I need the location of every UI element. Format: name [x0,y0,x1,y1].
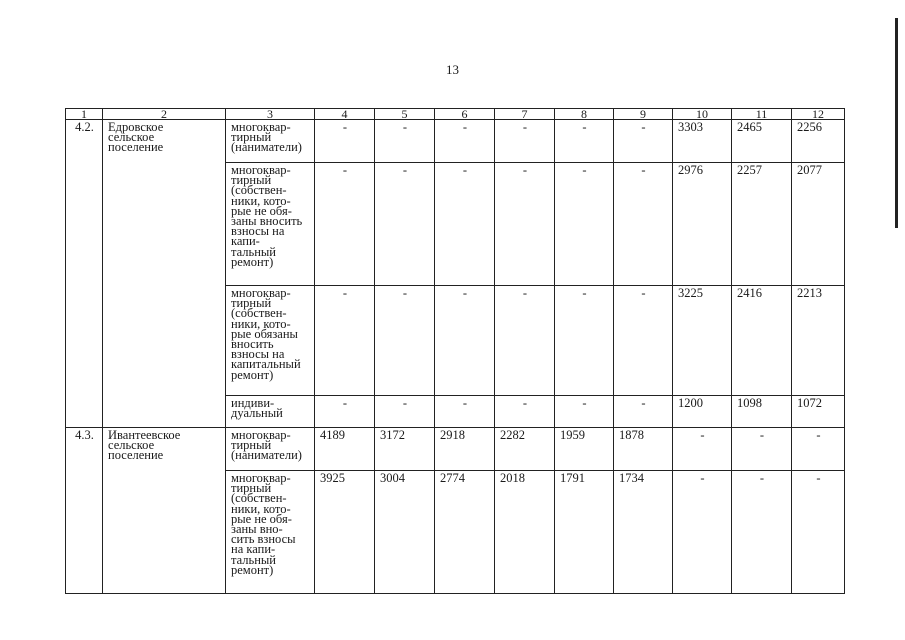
value-cell: 3004 [375,471,435,594]
value-cell: - [315,120,375,163]
housing-type-line: тирный [231,481,272,496]
housing-type-line: капитальный [231,357,301,372]
value-cell: 1878 [614,428,673,471]
value-cell: 2282 [495,428,555,471]
value-cell: 2213 [792,286,845,396]
tariff-table [65,108,845,594]
settlement-name [103,120,226,428]
housing-type-line: дуальный [231,406,283,421]
housing-type-line: многоквар- [231,471,291,485]
housing-type-line: рые не обя- [231,511,292,526]
table-row [66,428,845,471]
value-cell: - [495,163,555,286]
housing-type-line: тирный [231,130,272,145]
value-cell: 3172 [375,428,435,471]
value-cell: - [315,396,375,428]
settlement-name-line: поселение [108,448,164,463]
value-cell: 1072 [792,396,845,428]
value-cell: - [375,163,435,286]
housing-type-line: вносить [231,337,274,352]
value-cell: - [614,120,673,163]
settlement-name-line: поселение [108,140,164,155]
column-number: 12 [792,109,845,120]
housing-type [226,396,315,428]
value-cell: - [555,286,614,396]
scan-edge-line [895,18,898,228]
value-cell: 1959 [555,428,614,471]
value-cell: - [315,163,375,286]
housing-type-line: тальный [231,244,276,259]
value-cell: - [792,428,845,471]
column-number: 7 [495,109,555,120]
value-cell: 2077 [792,163,845,286]
value-cell: 2465 [732,120,792,163]
housing-type-line: многоквар- [231,428,291,442]
value-cell: - [732,471,792,594]
settlement-name-line: сельское [108,130,155,145]
housing-type-line: рые не обя- [231,203,292,218]
settlement-name-line: Едровское [108,120,164,134]
value-cell: 3925 [315,471,375,594]
value-cell: - [375,286,435,396]
value-cell: - [435,396,495,428]
value-cell: - [495,286,555,396]
column-number: 1 [66,109,103,120]
column-number: 5 [375,109,435,120]
housing-type-line: (собствен- [231,306,287,321]
value-cell: - [673,428,732,471]
housing-type [226,471,315,594]
value-cell: 1791 [555,471,614,594]
housing-type-line: (наниматели) [231,448,302,463]
table-row [66,120,845,163]
value-cell: 1734 [614,471,673,594]
column-number: 8 [555,109,614,120]
value-cell: 3303 [673,120,732,163]
column-number: 10 [673,109,732,120]
housing-type-line: ремонт) [231,367,274,382]
housing-type-line: на капи- [231,542,276,557]
housing-type [226,428,315,471]
housing-type-line: многоквар- [231,286,291,300]
settlement-name-line: сельское [108,438,155,453]
housing-type [226,286,315,396]
column-number: 4 [315,109,375,120]
value-cell: 1200 [673,396,732,428]
housing-type-line: многоквар- [231,163,291,177]
value-cell: - [435,286,495,396]
housing-type-line: заны вно- [231,522,283,537]
value-cell: - [315,286,375,396]
value-cell: - [555,163,614,286]
value-cell: - [792,471,845,594]
value-cell: 4189 [315,428,375,471]
housing-type [226,120,315,163]
value-cell: 2774 [435,471,495,594]
value-cell: - [673,471,732,594]
housing-type-line: тальный [231,552,276,567]
value-cell: - [375,120,435,163]
housing-type-line: ники, кото- [231,316,291,331]
column-number: 6 [435,109,495,120]
value-cell: - [555,120,614,163]
value-cell: - [614,163,673,286]
column-number: 9 [614,109,673,120]
housing-type-line: капи- [231,234,260,249]
value-cell: - [495,396,555,428]
header-row [66,109,845,120]
housing-type-line: взносы на [231,347,285,362]
housing-type-line: ники, кото- [231,193,291,208]
page-number: 13 [446,62,459,77]
housing-type-line: тирный [231,296,272,311]
value-cell: 2416 [732,286,792,396]
housing-type-line: взносы на [231,224,285,239]
value-cell: - [555,396,614,428]
housing-type-line: ники, кото- [231,501,291,516]
value-cell: - [732,428,792,471]
housing-type-line: рые обязаны [231,326,298,341]
housing-type-line: (собствен- [231,183,287,198]
housing-type-line: сить взносы [231,532,296,547]
housing-type-line: многоквар- [231,120,291,134]
value-cell: - [435,163,495,286]
column-number: 11 [732,109,792,120]
housing-type-line: заны вносить [231,214,303,229]
item-number: 4.2. [66,120,103,428]
housing-type-line: индиви- [231,396,275,410]
value-cell: 2018 [495,471,555,594]
housing-type-line: (собствен- [231,491,287,506]
settlement-name-line: Ивантеевское [108,428,181,442]
housing-type-line: ремонт) [231,562,274,577]
housing-type-line: (наниматели) [231,140,302,155]
value-cell: 2918 [435,428,495,471]
item-number: 4.3. [66,428,103,594]
value-cell: - [495,120,555,163]
housing-type-line: ремонт) [231,254,274,269]
value-cell: - [375,396,435,428]
value-cell: 2257 [732,163,792,286]
value-cell: - [435,120,495,163]
value-cell: 2256 [792,120,845,163]
value-cell: - [614,396,673,428]
housing-type-line: тирный [231,438,272,453]
column-number: 3 [226,109,315,120]
settlement-name [103,428,226,594]
value-cell: 2976 [673,163,732,286]
value-cell: - [614,286,673,396]
value-cell: 3225 [673,286,732,396]
housing-type-line: тирный [231,173,272,188]
housing-type [226,163,315,286]
value-cell: 1098 [732,396,792,428]
column-number: 2 [103,109,226,120]
